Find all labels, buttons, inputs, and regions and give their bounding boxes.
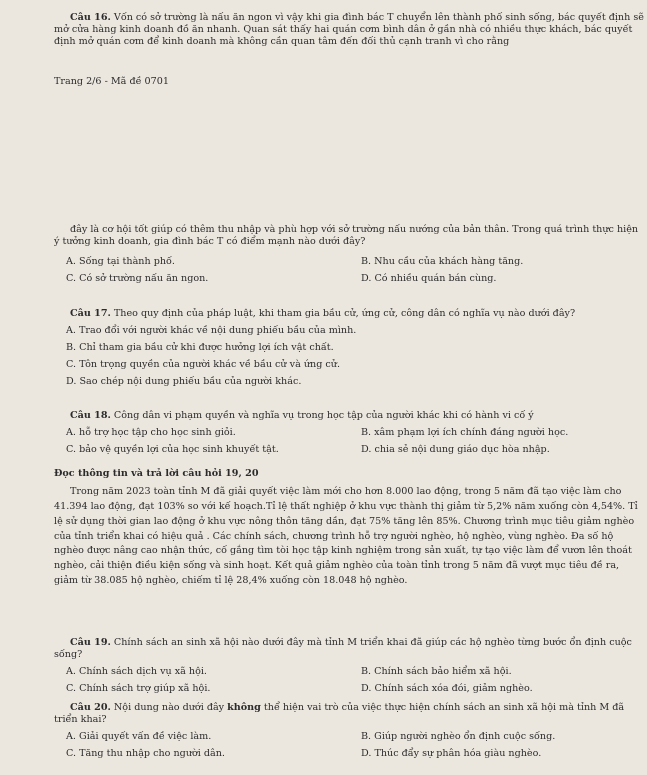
question-20-number: Câu 20. xyxy=(70,702,111,713)
question-16-options xyxy=(54,256,644,285)
question-18-options xyxy=(54,427,644,456)
question-19-option-b[interactable]: B. Chính sách bảo hiểm xã hội. xyxy=(361,665,512,677)
question-16-continued: đây là cơ hội tốt giúp có thêm thu nhập và phù hợp với sở trường nấu nướng của bản thân. Trong quá trình thực hiện ý tưởng kinh doanh, gia đình bác T có điểm mạnh nào dưới đây? A. Sống tại thành phố. B. Nhu cầu của khách hàng tăng. C. Có sở trường nấu ăn ngon. D. Có nhiều quán bán cùng. xyxy=(54,224,644,285)
question-20-options xyxy=(54,731,644,760)
question-20-option-d[interactable]: D. Thúc đẩy sự phân hóa giàu nghèo. xyxy=(361,747,542,759)
question-17-option-b[interactable]: B. Chỉ tham gia bầu cử khi được hưởng lợi ích vật chất. xyxy=(66,341,334,353)
question-18-option-c[interactable]: C. bảo vệ quyền lợi của học sinh khuyết tật. xyxy=(66,443,279,455)
question-18-text: Câu 18. Công dân vi phạm quyền và nghĩa vụ trong học tập của người khác khi có hành vi cố ý xyxy=(70,410,534,421)
question-17 xyxy=(54,308,644,388)
question-19-options xyxy=(54,666,644,695)
question-18-option-b[interactable]: B. xâm phạm lợi ích chính đáng người học. xyxy=(361,426,569,438)
question-19-option-a[interactable]: A. Chính sách dịch vụ xã hội. xyxy=(66,665,207,677)
question-16-option-a[interactable]: A. Sống tại thành phố. xyxy=(66,255,175,267)
question-19-option-c[interactable]: C. Chính sách trợ giúp xã hội. xyxy=(66,682,211,694)
question-20-emphasis: không xyxy=(227,702,261,713)
reading-heading: Đọc thông tin và trả lời câu hỏi 19, 20 xyxy=(54,468,259,479)
question-19-option-d[interactable]: D. Chính sách xóa đói, giảm nghèo. xyxy=(361,682,533,694)
question-17-number: Câu 17. xyxy=(70,308,111,319)
question-17-option-a[interactable]: A. Trao đổi với người khác về nội dung phiếu bầu của mình. xyxy=(66,324,357,336)
question-18-option-a[interactable]: A. hỗ trợ học tập cho học sinh giỏi. xyxy=(66,426,236,438)
question-20-option-c[interactable]: C. Tăng thu nhập cho người dân. xyxy=(66,747,225,759)
question-18 xyxy=(54,410,644,456)
reading-section xyxy=(54,468,644,589)
reading-passage: Trong năm 2023 toàn tỉnh M đã giải quyết việc làm mới cho hơn 8.000 lao động, trong 5 năm đã tạo việc làm cho 41.394 lao động, đạt 103% so với kế hoạch.Tỉ lệ thất nghiệp ở khu vực thành thị giảm từ 5,2% năm xuống còn 4,54%. Tỉ lệ sử dụng thời gian lao động ở khu vực nông thôn tăng dần, đạt 75% tăng lên 85%. Chương trình mục tiêu giảm nghèo của tỉnh triển khai có hiệu quả . Các chính sách, chương trình hỗ trợ người nghèo, hộ nghèo, vùng nghèo. Đa số hộ nghèo được nâng cao nhận thức, cố gắng tìm tòi học tập kinh nghiệm trong sản xuất, tự tạo việc làm để vươn lên thoát nghèo, cải thiện điều kiện sống và sinh hoạt. Kết quả giảm nghèo của toàn tỉnh trong 5 năm đã vượt mục tiêu đề ra, giảm từ 38.085 hộ nghèo, chiếm tỉ lệ 28,4% xuống còn 18.048 hộ nghèo. xyxy=(54,485,638,587)
question-17-option-c[interactable]: C. Tôn trọng quyền của người khác về bầu cử và ứng cử. xyxy=(66,358,340,370)
page-code: Trang 2/6 - Mã đề 0701 xyxy=(54,76,169,87)
question-16-option-b[interactable]: B. Nhu cầu của khách hàng tăng. xyxy=(361,255,524,267)
question-17-option-d[interactable]: D. Sao chép nội dung phiếu bầu của người khác. xyxy=(66,375,302,387)
question-16 xyxy=(54,12,644,48)
question-16-number: Câu 16. xyxy=(70,12,111,23)
question-16-option-c[interactable]: C. Có sở trường nấu ăn ngon. xyxy=(66,272,209,284)
question-19-number: Câu 19. xyxy=(70,637,111,648)
question-20-text: Câu 20. Nội dung nào dưới đây không thể hiện vai trò của việc thực hiện chính sách an sinh xã hội mà tỉnh M đã triển khai? xyxy=(54,702,625,725)
question-17-options xyxy=(54,325,644,388)
question-19-text: Câu 19. Chính sách an sinh xã hội nào dưới đây mà tỉnh M triển khai đã giúp các hộ nghèo từng bước ổn định cuộc sống? xyxy=(54,637,632,660)
question-16-option-d[interactable]: D. Có nhiều quán bán cùng. xyxy=(361,272,497,284)
question-17-text: Câu 17. Theo quy định của pháp luật, khi tham gia bầu cử, ứng cử, công dân có nghĩa vụ nào dưới đây? xyxy=(70,308,576,319)
question-20 xyxy=(54,702,644,760)
question-20-option-a[interactable]: A. Giải quyết vấn đề việc làm. xyxy=(66,730,212,742)
question-16-text: Câu 16. Vốn có sở trường là nấu ăn ngon vì vậy khi gia đình bác T chuyển lên thành phố sinh sống, bác quyết định sẽ mở cửa hàng kinh doanh đồ ăn nhanh. Quan sát thấy hai quán cơm bình dân ở gần nhà có nhiều thực khách, bác quyết định mở quán cơm để kinh doanh mà không cần quan tâm đến đối thủ cạnh tranh vì cho rằng xyxy=(54,12,644,47)
question-19 xyxy=(54,637,644,695)
question-20-option-b[interactable]: B. Giúp người nghèo ổn định cuộc sống. xyxy=(361,730,556,742)
question-18-number: Câu 18. xyxy=(70,410,111,421)
question-18-option-d[interactable]: D. chia sẻ nội dung giáo dục hòa nhập. xyxy=(361,443,550,455)
